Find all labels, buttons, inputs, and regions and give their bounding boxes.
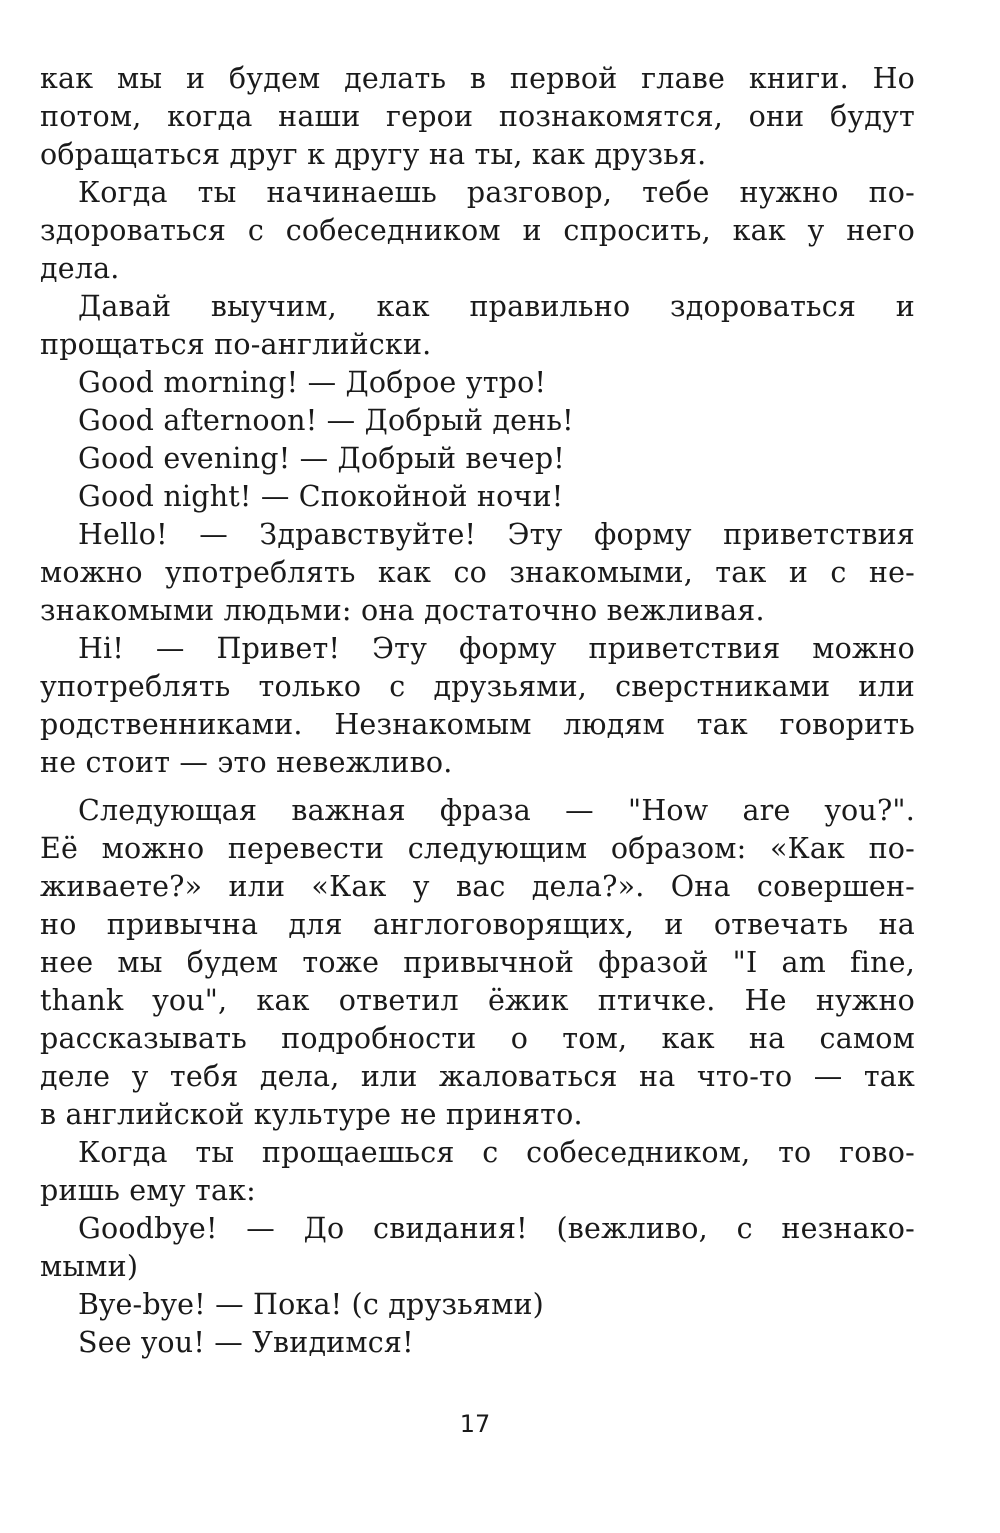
text-line: родственниками. Незнакомым людям так говорить	[40, 708, 915, 741]
text-line: мыми)	[40, 1250, 139, 1283]
text-line: Следующая важная фраза — "How are you?".	[78, 794, 915, 827]
text-line: потом, когда наши герои познакомятся, они будут	[40, 100, 915, 133]
text-line: не стоит — это невежливо.	[40, 746, 453, 779]
text-line: дела.	[40, 252, 120, 285]
phrase-line: Goodbye! — До свидания! (вежливо, с незнако-	[78, 1212, 915, 1245]
text-line: обращаться друг к другу на ты, как друзья.	[40, 138, 707, 171]
text-line: как мы и будем делать в первой главе книги. Но	[40, 62, 915, 95]
text-line: Её можно перевести следующим образом: «Как по-	[40, 832, 915, 865]
text-line: употреблять только с друзьями, сверстниками или	[40, 670, 915, 703]
text-line: знакомыми людьми: она достаточно вежливая.	[40, 594, 765, 627]
text-line: Hello! — Здравствуйте! Эту форму приветствия	[78, 518, 915, 551]
text-line: прощаться по-английски.	[40, 328, 432, 361]
text-line: живаете?» или «Как у вас дела?». Она совершен-	[40, 870, 915, 903]
text-line: ришь ему так:	[40, 1174, 256, 1207]
phrase-line: Good night! — Спокойной ночи!	[78, 480, 564, 513]
text-line: в английской культуре не принято.	[40, 1098, 583, 1131]
phrase-line: Good evening! — Добрый вечер!	[78, 442, 565, 475]
text-line: рассказывать подробности о том, как на самом	[40, 1022, 915, 1055]
phrase-line: Good afternoon! — Добрый день!	[78, 404, 574, 437]
phrase-line: Good morning! — Доброе утро!	[78, 366, 547, 399]
text-line: можно употреблять как со знакомыми, так и с не-	[40, 556, 915, 589]
page-text	[40, 60, 915, 1362]
phrase-line: Bye-bye! — Пока! (с друзьями)	[78, 1288, 544, 1321]
text-line: деле у тебя дела, или жаловаться на что-то — так	[40, 1060, 915, 1093]
text-line: но привычна для англоговорящих, и отвечать на	[40, 908, 915, 941]
text-line: здороваться с собеседником и спросить, как у него	[40, 214, 915, 247]
text-line: Когда ты начинаешь разговор, тебе нужно по-	[78, 176, 915, 209]
text-line: Когда ты прощаешься с собеседником, то гово-	[78, 1136, 915, 1169]
text-line: нее мы будем тоже привычной фразой "I am fine,	[40, 946, 915, 979]
page-number: 17	[459, 1410, 491, 1438]
text-line: Hi! — Привет! Эту форму приветствия можно	[78, 632, 915, 665]
phrase-line: See you! — Увидимся!	[78, 1326, 414, 1359]
text-line: Давай выучим, как правильно здороваться и	[78, 290, 915, 323]
text-line: thank you", как ответил ёжик птичке. Не нужно	[40, 984, 915, 1017]
